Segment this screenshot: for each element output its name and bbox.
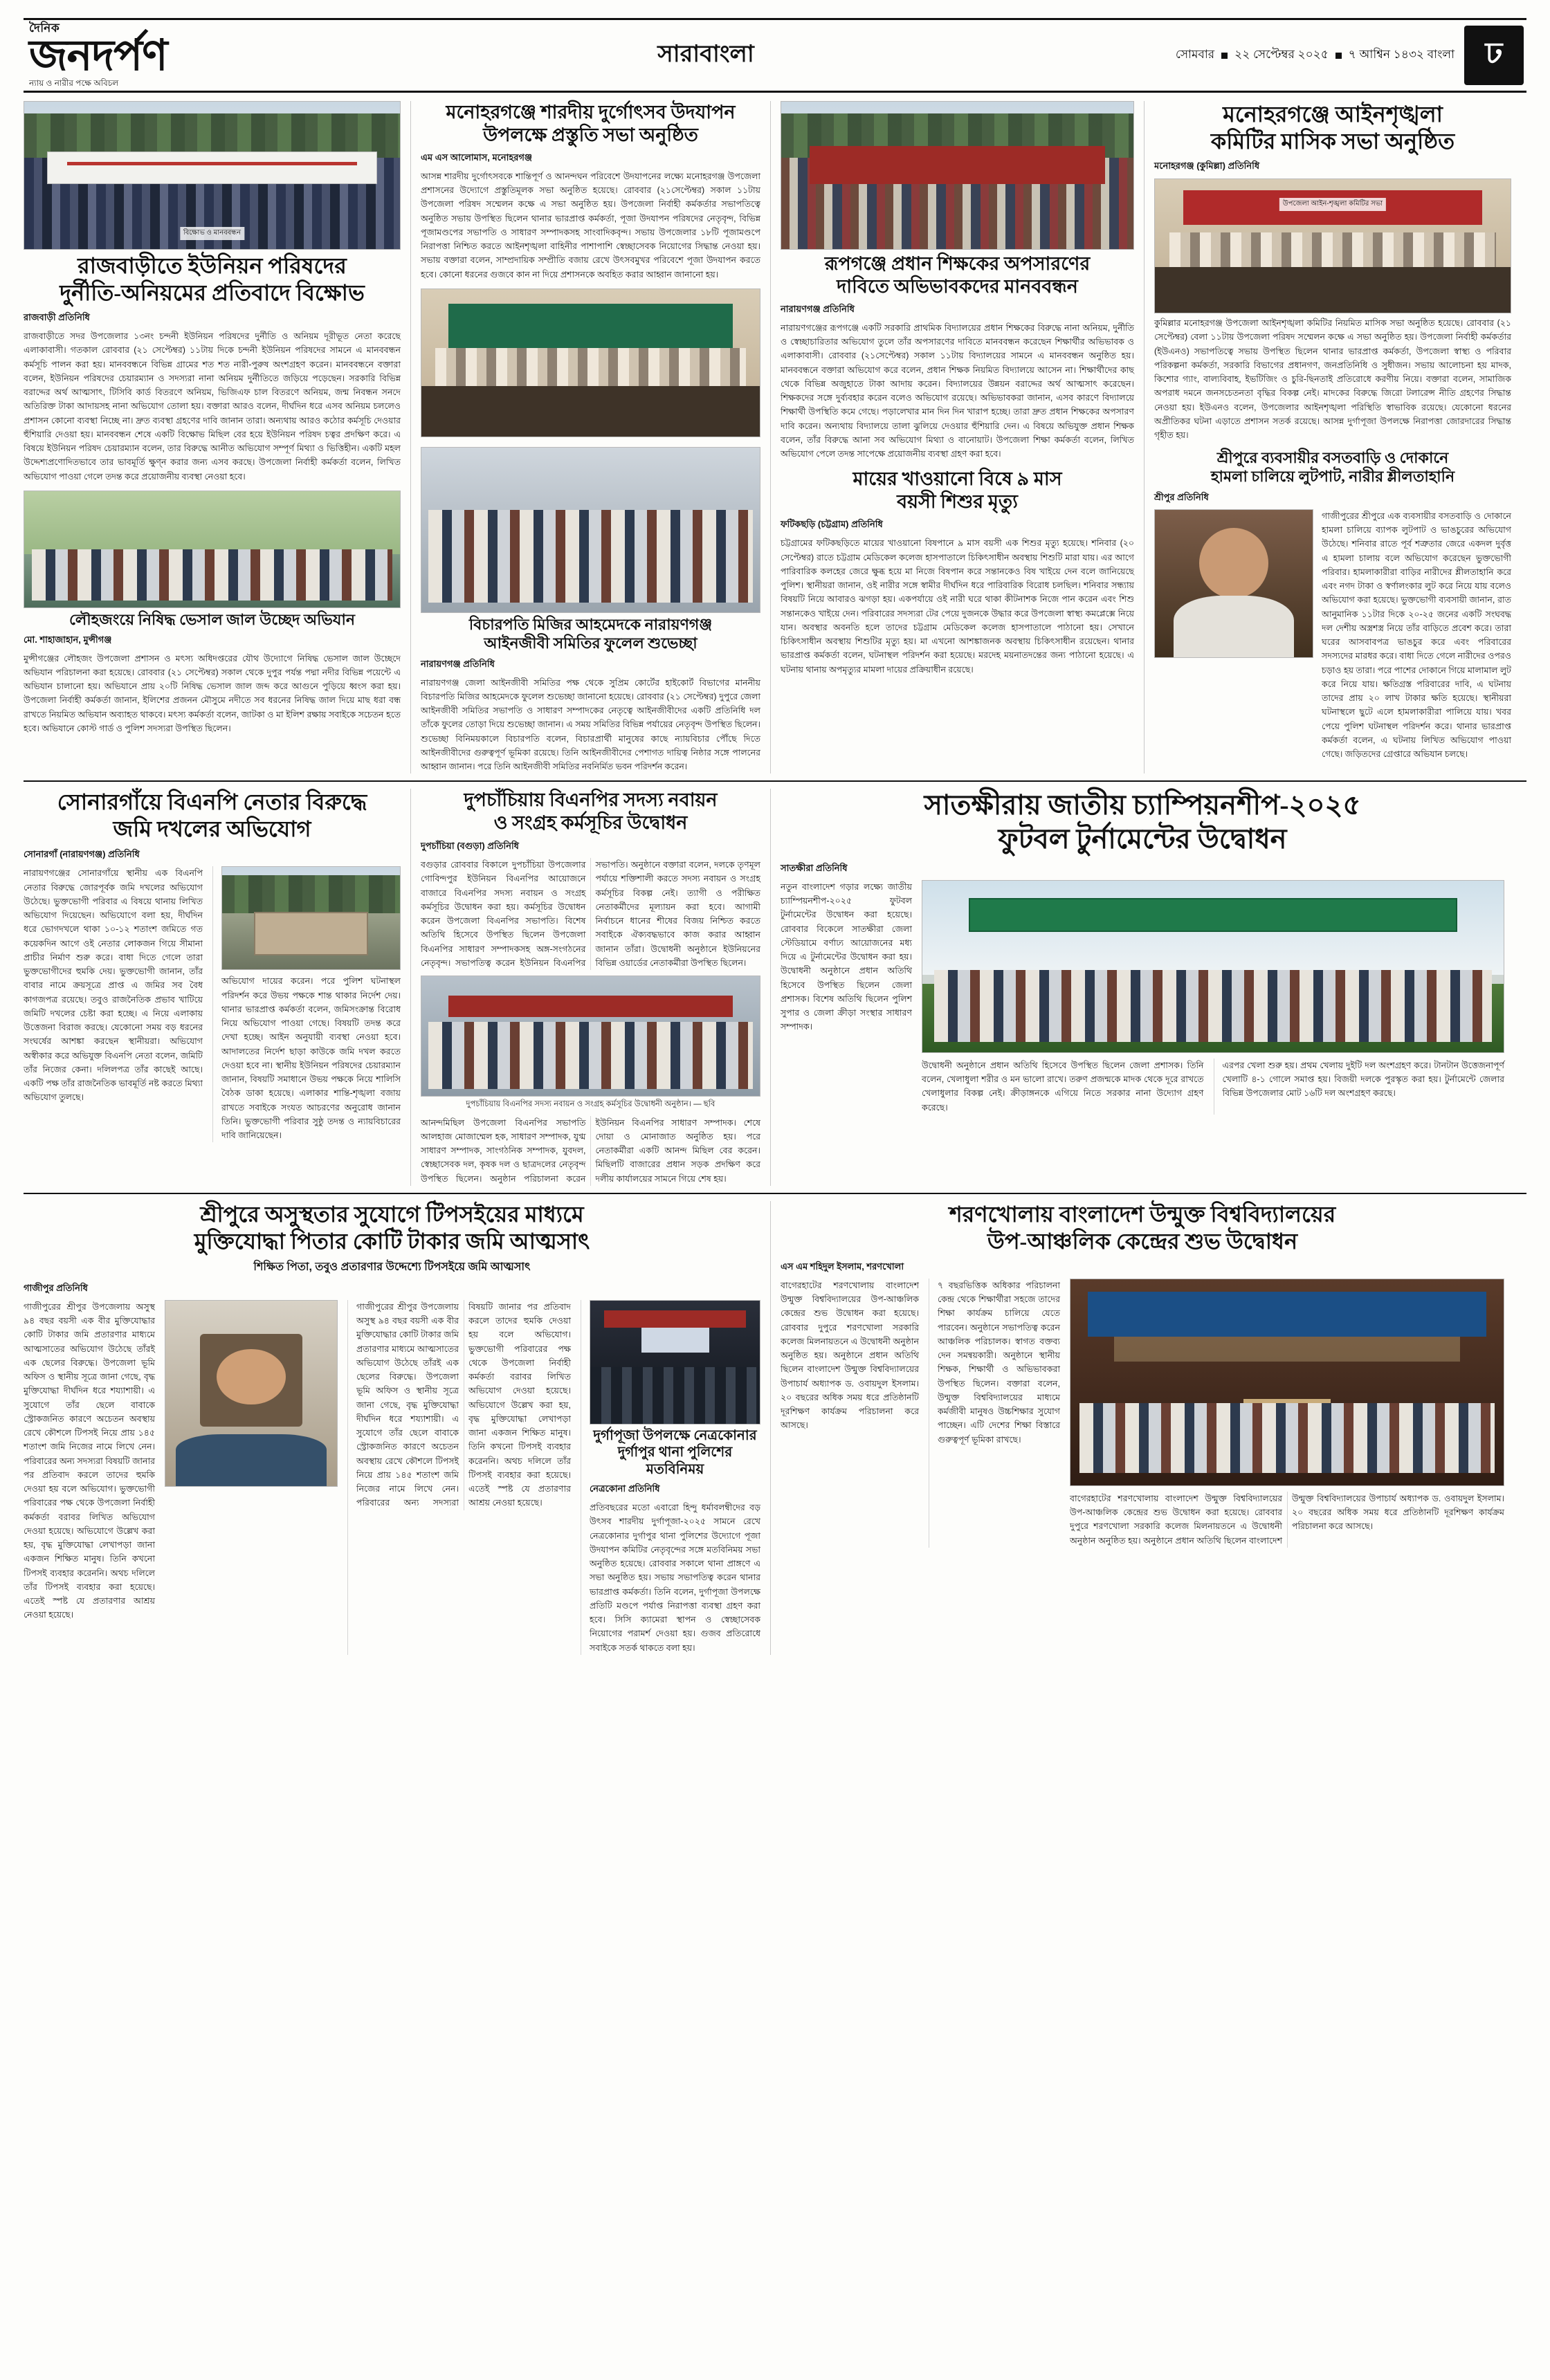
- article-1-headline-line1: রাজবাড়ীতে ইউনিয়ন পরিষদের: [78, 253, 347, 278]
- photo-scene-9: [421, 976, 760, 1096]
- article-3-headline-line2: উপলক্ষে প্রস্তুতি সভা অনুষ্ঠিত: [483, 124, 698, 145]
- article-2-photo: [24, 491, 401, 608]
- article-11-headline-line2: মুক্তিযোদ্ধা পিতার কোটি টাকার জমি আত্মসাৎ: [194, 1228, 590, 1254]
- article-6-photo: [1154, 178, 1511, 313]
- article-1-headline-line2: দুর্নীতি-অনিয়মের প্রতিবাদে বিক্ষোভ: [60, 280, 365, 306]
- article-8-body: নারায়ণগঞ্জের সোনারগাঁয়ে স্থানীয় এক বিএনপি নেতার বিরুদ্ধে জোরপূর্বক জমি দখলের অভিযোগ উঠেছে। ভুক্তভোগী পরিবার এ বিষয়ে থানায় লিখিত অভিযোগ দিয়েছেন। অভিযোগে বলা হয়, দীর্ঘদিন ধরে ভোগদখলে থাকা ১০-১২ শতাংশ জমিতে গত কয়েকদিন আগে ওই নেতার লোকজন গিয়ে সীমানা প্রাচীর নির্মাণ শুরু করে। বাধা দিতে গেলে তারা ভুক্তভোগীদের হুমকি দেয়। ভুক্তভোগী জানান, তাঁর বাবার নামে ক্রয়সূত্রে প্রাপ্ত এ জমির সব বৈধ কাগজপত্র রয়েছে। তবুও রাজনৈতিক প্রভাব খাটিয়ে জমিটি দখলের চেষ্টা করা হচ্ছে। এ নিয়ে এলাকায় উত্তেজনা বিরাজ করছে। যেকোনো সময় বড় ধরনের সংঘর্ষের আশঙ্কা করছেন স্থানীয়রা। অভিযোগ অস্বীকার করে অভিযুক্ত বিএনপি নেতা বলেন, জমিটি তাঁর নিজের কেনা। দলিলপত্র তাঁর কাছেই আছে। একটি পক্ষ তাঁর রাজনৈতিক ভাবমূর্তি নষ্ট করতে মিথ্যা অভিযোগ তুলছে।: [24, 868, 203, 1103]
- article-13-col-a: [781, 1279, 919, 1548]
- article-3-body-top: আসন্ন শারদীয় দুর্গোৎসবকে শান্তিপূর্ণ ও আনন্দঘন পরিবেশে উদযাপনের লক্ষ্যে মনোহরগঞ্জ উপজেলা প্রশাসনের উদ্যোগে প্রস্তুতিমূলক সভা অনুষ্ঠিত হয়েছে। রোববার (২১সেপ্টেম্বর) সকাল ১১টায় উপজেলা পরিষদ সম্মেলন কক্ষে এ সভা অনুষ্ঠিত হয়। উপজেলা নির্বাহী কর্মকর্তার সভাপতিত্বে অনুষ্ঠিত সভায় উপস্থিত ছিলেন থানার ভারপ্রাপ্ত কর্মকর্তা, পূজা উদযাপন পরিষদের নেতৃবৃন্দ, বিভিন্ন পূজামণ্ডপের সভাপতি ও সাধারণ সম্পাদকসহ সাংবাদিকবৃন্দ। সভায় উপজেলার ১৮টি পূজামণ্ডপে নিরাপত্তা নিশ্চিত করতে আইনশৃঙ্খলা বাহিনীর পাশাপাশি স্বেচ্ছাসেবক নিয়োগের সিদ্ধান্ত নেওয়া হয়। সভায় বক্তারা বলেন, সাম্প্রদায়িক সম্প্রীতি বজায় রেখে উৎসবমুখর পরিবেশে পূজা উদযাপন করতে হবে। কোনো ধরনের গুজবে কান না দিয়ে প্রশাসনকে অবহিত করার আহ্বান জানানো হয়।: [421, 171, 760, 280]
- article-13-col-b: [929, 1279, 1060, 1548]
- article-9-byline: দুপচাঁচিয়া (বগুড়া) প্রতিনিধি: [421, 841, 519, 852]
- article-10-headline-line1: সাতক্ষীরায় জাতীয় চ্যাম্পিয়নশীপ-২০২৫: [924, 789, 1361, 821]
- date-weekday: সোমবার: [1175, 48, 1215, 61]
- article-3b-headline-line2: আইনজীবী সমিতির ফুলেল শুভেচ্ছা: [484, 634, 698, 652]
- photo-scene-13: [1070, 1279, 1504, 1485]
- article-10-body-2: উদ্বোধনী অনুষ্ঠানে প্রধান অতিথি হিসেবে উপস্থিত ছিলেন জেলা প্রশাসক। তিনি বলেন, খেলাধুলা শরীর ও মন ভালো রাখে। তরুণ প্রজন্মকে মাদক থেকে দূরে রাখতে খেলাধুলার বিকল্প নেই। ক্রীড়াঙ্গনকে এগিয়ে নিতে সরকার নানা উদ্যোগ গ্রহণ করেছে।: [922, 1060, 1204, 1113]
- column-4: [1145, 101, 1511, 774]
- masthead: [24, 18, 1526, 93]
- bottom-section: [24, 1201, 1526, 1655]
- article-8-columns: [24, 866, 401, 1142]
- article-13-col-c: [1070, 1279, 1504, 1548]
- article-8-byline: সোনারগাঁ (নারায়ণগঞ্জ) প্রতিনিধি: [24, 849, 140, 860]
- masthead-title: জনদর্পণ: [29, 32, 167, 80]
- article-7-body: গাজীপুরের শ্রীপুরে এক ব্যবসায়ীর বসতবাড়ি ও দোকানে হামলা চালিয়ে ব্যাপক লুটপাট ও ভাঙচুরের অভিযোগ উঠেছে। শনিবার রাতে পূর্ব শত্রুতার জেরে একদল দুর্বৃত্ত এ হামলা চালায় বলে অভিযোগ করেছেন ভুক্তভোগী পরিবার। হামলাকারীরা বাড়ির নারীদের শ্লীলতাহানি করে এবং নগদ টাকা ও স্বর্ণালংকার লুট করে নিয়ে যায় বলেও অভিযোগ করা হয়েছে। ভুক্তভোগী ব্যবসায়ী জানান, রাত আনুমানিক ১১টার দিকে ২০-২৫ জনের একটি সংঘবদ্ধ দল দেশীয় অস্ত্রশস্ত্র নিয়ে তাঁর বাড়িতে প্রবেশ করে। তারা ঘরের আসবাবপত্র ভাঙচুর করে এবং পরিবারের সদস্যদের মারধর করে। বাধা দিতে গেলে নারীদের ওপরও চড়াও হয় তারা। পরে পাশের দোকানে গিয়ে মালামাল লুট করে নিয়ে যায়। ক্ষতিগ্রস্ত পরিবারের দাবি, এ ঘটনায় তাদের প্রায় ২০ লাখ টাকার ক্ষতি হয়েছে। স্থানীয়রা ঘটনাস্থলে ছুটে এলে হামলাকারীরা পালিয়ে যায়। খবর পেয়ে পুলিশ ঘটনাস্থল পরিদর্শন করে। থানার ভারপ্রাপ্ত কর্মকর্তা বলেন, এ ঘটনায় লিখিত অভিযোগ পাওয়া গেছে। জড়িতদের গ্রেপ্তারে অভিযান চলছে।: [1322, 511, 1511, 760]
- article-4-headline-line2: দাবিতে অভিভাবকদের মানববন্ধন: [837, 275, 1078, 297]
- article-3b-headline-line1: বিচারপতি মিজির আহমেদকে নারায়ণগঞ্জ: [468, 615, 713, 633]
- article-5-body: চট্টগ্রামের ফটিকছড়িতে মায়ের খাওয়ানো বিষপানে ৯ মাস বয়সী এক শিশুর মৃত্যু হয়েছে। শনিবার (২০ সেপ্টেম্বর) রাতে চট্টগ্রাম মেডিকেল কলেজ হাসপাতালে চিকিৎসাধীন অবস্থায় শিশুটি মারা যায়। এর আগে পারিবারিক কলহের জেরে ক্ষুব্ধ হয়ে মা নিজে বিষপান করে সন্তানকেও বিষ খাইয়ে দেন বলে জানিয়েছে পুলিশ। স্থানীয়রা জানান, ওই নারীর সঙ্গে স্বামীর দীর্ঘদিন ধরে পারিবারিক বিরোধ চলছিল। শনিবার সন্ধ্যায় বিষয়টি নিয়ে আবারও ঝগড়া হয়। একপর্যায়ে ওই নারী ঘরে থাকা কীটনাশক নিজে পান করেন এবং শিশু সন্তানকেও খাইয়ে দেন। পরিবারের সদস্যরা টের পেয়ে দুজনকে উদ্ধার করে উপজেলা স্বাস্থ্য কমপ্লেক্সে নিয়ে যান। অবস্থার অবনতি হলে তাদের চট্টগ্রাম মেডিকেল কলেজ হাসপাতালে পাঠানো হয়। সেখানে চিকিৎসাধীন অবস্থায় শিশুটির মৃত্যু হয়। মা এখনো আশঙ্কাজনক অবস্থায় চিকিৎসাধীন রয়েছেন। থানার ভারপ্রাপ্ত কর্মকর্তা বলেন, ঘটনাস্থল পরিদর্শন করা হয়েছে। মরদেহ ময়নাতদন্তের জন্য পাঠানো হয়েছে। এ ঘটনায় থানায় অপমৃত্যুর মামলা দায়ের প্রক্রিয়াধীন রয়েছে।: [781, 538, 1134, 675]
- article-13-layout: [781, 1279, 1504, 1548]
- square-separator-icon-2: [1335, 53, 1342, 59]
- article-9-body: বগুড়ার রোববার বিকালে দুপচাঁচিয়া উপজেলার গোবিন্দপুর ইউনিয়ন বিএনপির আয়োজনে বাজারে বিএনপির সদস্য নবায়ন ও সংগ্রহ কর্মসূচির উদ্বোধন করা হয়। কর্মসূচির উদ্বোধন করেন উপজেলা বিএনপির সভাপতি। বিশেষ অতিথি হিসেবে উপস্থিত ছিলেন উপজেলা বিএনপির সাধারণ সম্পাদকসহ অঙ্গ-সংগঠনের নেতৃবৃন্দ। সভাপতিত্ব করেন ইউনিয়ন বিএনপির সভাপতি। অনুষ্ঠানে বক্তারা বলেন, দলকে তৃণমূল পর্যায়ে শক্তিশালী করতে সদস্য নবায়ন ও সংগ্রহ কর্মসূচির বিকল্প নেই। ত্যাগী ও পরীক্ষিত নেতাকর্মীদের মূল্যায়ন করা হবে। আগামী নির্বাচনে ধানের শীষের বিজয় নিশ্চিত করতে সবাইকে ঐক্যবদ্ধভাবে কাজ করার আহ্বান জানান তাঁরা। উদ্বোধনী অনুষ্ঠানে ইউনিয়নের বিভিন্ন ওয়ার্ডের নেতাকর্মীরা উপস্থিত ছিলেন।: [421, 860, 760, 968]
- column-8: [24, 1201, 771, 1655]
- article-1-photo: [24, 101, 401, 250]
- article-4-photo: [781, 101, 1134, 250]
- publication-badge: ঢ: [1464, 26, 1524, 85]
- article-10-photo: [922, 880, 1504, 1053]
- article-11-byline: গাজীপুর প্রতিনিধি: [24, 1282, 88, 1293]
- article-8-photo: [221, 866, 401, 970]
- photo-banner-text: বিক্ষোভ ও মানববন্ধন: [180, 227, 244, 240]
- article-1-byline: রাজবাড়ী প্রতিনিধি: [24, 312, 90, 323]
- article-3b-byline: নারায়ণগঞ্জ প্রতিনিধি: [421, 658, 495, 669]
- article-11-photo-wrap: [165, 1300, 338, 1655]
- article-12-byline: নেত্রকোনা প্রতিনিধি: [590, 1483, 660, 1494]
- column-6: [411, 789, 771, 1186]
- article-2-byline: মো. শাহাজাহান, মুন্সীগঞ্জ: [24, 634, 112, 645]
- article-7-headline-line1: শ্রীপুরে ব্যবসায়ীর বসতবাড়ি ও দোকানে: [1216, 449, 1449, 467]
- column-2: [411, 101, 771, 774]
- date-gregorian: ২২ সেপ্টেম্বর ২০২৫: [1234, 48, 1329, 61]
- photo-scene-8: [222, 867, 400, 969]
- article-11-headline-line1: শ্রীপুরে অসুস্থতার সুযোগে টিপসইয়ের মাধ্যমে: [200, 1201, 584, 1227]
- article-7-photo: [1154, 509, 1313, 658]
- photo-scene-7: [1155, 510, 1313, 657]
- middle-section: [24, 789, 1526, 1186]
- dateline: [1176, 46, 1455, 65]
- article-10-col-a: [781, 880, 912, 1115]
- article-8-headline-line2: জমি দখলের অভিযোগ: [113, 816, 311, 842]
- photo-scene-5: [781, 102, 1133, 249]
- article-13-headline-line1: শরণখোলায় বাংলাদেশ উন্মুক্ত বিশ্ববিদ্যালয়ের: [949, 1201, 1336, 1227]
- photo-scene-12: [590, 1301, 760, 1424]
- article-2-body: মুন্সীগঞ্জের লৌহজং উপজেলা প্রশাসন ও মৎস্য অধিদপ্তরের যৌথ উদ্যোগে নিষিদ্ধ ভেসাল জাল উচ্ছেদে অভিযান পরিচালনা করা হয়েছে। রোববার (২১ সেপ্টেম্বর) সকাল থেকে দুপুর পর্যন্ত পদ্মা নদীর বিভিন্ন পয়েন্টে এ অভিযান চালানো হয়। অভিযানে প্রায় ২০টি নিষিদ্ধ ভেসাল জাল জব্দ করে আগুনে পুড়িয়ে ধ্বংস করা হয়। উপজেলা নির্বাহী কর্মকর্তা জানান, ইলিশের প্রজনন মৌসুমে নদীতে সব ধরনের নিষিদ্ধ জাল দিয়ে মাছ ধরা বন্ধ রাখতে নিয়মিত অভিযান অব্যাহত থাকবে। মৎস্য কর্মকর্তা বলেন, জাটকা ও মা ইলিশ রক্ষায় সবাইকে সচেতন হতে হবে। অভিযানে কোস্ট গার্ড ও পুলিশ সদস্যরা উপস্থিত ছিলেন।: [24, 653, 401, 733]
- article-9-photo-caption: দুপচাঁচিয়ায় বিএনপির সদস্য নবায়ন ও সংগ্রহ কর্মসূচির উদ্বোধনী অনুষ্ঠান। — ছবি: [466, 1100, 715, 1109]
- article-3-headline-line1: মনোহরগঞ্জে শারদীয় দুর্গোৎসব উদযাপন: [446, 102, 736, 122]
- article-4-headline-line1: রূপগঞ্জে প্রধান শিক্ষকের অপসারণের: [824, 253, 1091, 274]
- section-divider-1: [24, 780, 1526, 782]
- article-10-body: নতুন বাংলাদেশ গড়ার লক্ষ্যে জাতীয় চ্যাম্পিয়নশীপ-২০২৫ ফুটবল টুর্নামেন্টের উদ্বোধন করা হয়েছে। রোববার বিকেলে সাতক্ষীরা জেলা স্টেডিয়ামে বর্ণাঢ্য আয়োজনের মধ্য দিয়ে এ টুর্নামেন্টের উদ্বোধন করা হয়। উদ্বোধনী অনুষ্ঠানে প্রধান অতিথি হিসেবে উপস্থিত ছিলেন জেলা প্রশাসক। বিশেষ অতিথি ছিলেন পুলিশ সুপার ও জেলা ক্রীড়া সংস্থার সাধারণ সম্পাদক।: [781, 881, 912, 1032]
- article-13-body-2: ৭ বছরভিত্তিক অধিকার পরিচালনা কেন্দ্র থেকে শিক্ষার্থীরা সহজে তাদের শিক্ষা কার্যক্রম চালিয়ে যেতে পারবেন। অনুষ্ঠানে সভাপতিত্ব করেন আঞ্চলিক পরিচালক। স্বাগত বক্তব্য দেন সমন্বয়কারী। অনুষ্ঠানে স্থানীয় শিক্ষক, শিক্ষার্থী ও অভিভাবকরা উপস্থিত ছিলেন। বক্তারা বলেন, উন্মুক্ত বিশ্ববিদ্যালয়ের মাধ্যমে কর্মজীবী মানুষও উচ্চশিক্ষার সুযোগ পাচ্ছেন। এটি দেশের শিক্ষা বিস্তারে গুরুত্বপূর্ণ ভূমিকা রাখছে।: [938, 1280, 1060, 1445]
- article-13-body-3: বাগেরহাটের শরণখোলায় বাংলাদেশ উন্মুক্ত বিশ্ববিদ্যালয়ের উপ-আঞ্চলিক কেন্দ্রের শুভ উদ্বোধন করা হয়েছে। রোববার দুপুরে শরণখোলা সরকারি কলেজ মিলনায়তনে এ উদ্বোধনী অনুষ্ঠান অনুষ্ঠিত হয়। অনুষ্ঠানে প্রধান অতিথি ছিলেন বাংলাদেশ উন্মুক্ত বিশ্ববিদ্যালয়ের উপাচার্য অধ্যাপক ড. ওবায়দুল ইসলাম। ২০ বছরের অধিক সময় ধরে প্রতিষ্ঠানটি দূরশিক্ষণ কার্যক্রম পরিচালনা করে আসছে।: [1070, 1493, 1504, 1546]
- article-9-body-2: আনন্দমিছিল উপজেলা বিএনপির সভাপতি আলহাজ মোজাম্মেল হক, সাধারণ সম্পাদক, যুগ্ম সাধারণ সম্পাদক, সাংগঠনিক সম্পাদক, যুবদল, স্বেচ্ছাসেবক দল, কৃষক দল ও ছাত্রদলের নেতৃবৃন্দ উপস্থিত ছিলেন। অনুষ্ঠান পরিচালনা করেন ইউনিয়ন বিএনপির সাধারণ সম্পাদক। শেষে দোয়া ও মোনাজাত অনুষ্ঠিত হয়। পরে নেতাকর্মীরা একটি আনন্দ মিছিল বের করেন। মিছিলটি বাজারের প্রধান সড়ক প্রদক্ষিণ করে দলীয় কার্যালয়ের সামনে গিয়ে শেষ হয়।: [421, 1117, 760, 1184]
- article-13-byline: এস এম শহিদুল ইসলাম, শরণখোলা: [781, 1261, 904, 1272]
- article-12-body: প্রতিবছরের মতো এবারো হিন্দু ধর্মাবলম্বীদের বড় উৎসব শারদীয় দুর্গাপূজা-২০২৫ সামনে রেখে নেত্রকোনার দুর্গাপুর থানা পুলিশের উদ্যোগে পূজা উদযাপন কমিটির নেতৃবৃন্দের সঙ্গে মতবিনিময় সভা অনুষ্ঠিত হয়েছে। রোববার সকালে থানা প্রাঙ্গণে এ সভা অনুষ্ঠিত হয়। সভায় সভাপতিত্ব করেন থানার ভারপ্রাপ্ত কর্মকর্তা। তিনি বলেন, দুর্গাপূজা উপলক্ষে প্রতিটি মণ্ডপে পর্যাপ্ত নিরাপত্তা ব্যবস্থা গ্রহণ করা হবে। সিসি ক্যামেরা স্থাপন ও স্বেচ্ছাসেবক নিয়োগের পরামর্শ দেওয়া হয়। গুজব প্রতিরোধে সবাইকে সতর্ক থাকতে বলা হয়।: [590, 1503, 760, 1653]
- article-11-col-c: [347, 1300, 571, 1655]
- photo-scene-10: [922, 881, 1504, 1052]
- column-3: [771, 101, 1145, 774]
- article-11-body: গাজীপুরের শ্রীপুর উপজেলায় অসুস্থ ৯৪ বছর বয়সী এক বীর মুক্তিযোদ্ধার কোটি টাকার জমি প্রতারণার মাধ্যমে আত্মসাতের অভিযোগ উঠেছে তাঁরই এক ছেলের বিরুদ্ধে। উপজেলা ভূমি অফিস ও স্থানীয় সূত্রে জানা গেছে, বৃদ্ধ মুক্তিযোদ্ধা দীর্ঘদিন ধরে শয্যাশায়ী। এ সুযোগে তাঁর ছেলে বাবাকে স্ট্রোকজনিত কারণে অচেতন অবস্থায় রেখে কৌশলে টিপসই নিয়ে প্রায় ১৪৫ শতাংশ জমি নিজের নামে লিখে নেন। পরিবারের অন্য সদস্যরা বিষয়টি জানার পর প্রতিবাদ করলে তাদের হুমকি দেওয়া হয় বলে অভিযোগ। ভুক্তভোগী পরিবারের পক্ষ থেকে উপজেলা নির্বাহী কর্মকর্তা বরাবর লিখিত অভিযোগ দেওয়া হয়েছে। অভিযোগে উল্লেখ করা হয়, বৃদ্ধ মুক্তিযোদ্ধা লেখাপড়া জানা একজন শিক্ষিত মানুষ। তিনি কখনো টিপসই ব্যবহার করেননি। অথচ দলিলে তাঁর টিপসই ব্যবহার করা হয়েছে। এতেই স্পষ্ট যে প্রতারণার আশ্রয় নেওয়া হয়েছে।: [24, 1301, 155, 1620]
- masthead-kicker: দৈনিক: [29, 21, 60, 35]
- article-13-photo: [1070, 1279, 1504, 1486]
- top-section: [24, 101, 1526, 774]
- masthead-section: [370, 20, 1042, 91]
- article-3b-body: নারায়ণগঞ্জ জেলা আইনজীবী সমিতির পক্ষ থেকে সুপ্রিম কোর্টের হাইকোর্ট বিভাগের মাননীয় বিচারপতি মিজির আহমেদকে ফুলেল শুভেচ্ছা জানানো হয়েছে। রোববার (২১ সেপ্টেম্বর) দুপুরে জেলা আইনজীবী সমিতির সভাপতি ও সাধারণ সম্পাদকের নেতৃত্বে আইনজীবীদের একটি প্রতিনিধি দল তাঁকে ফুলের তোড়া দিয়ে শুভেচ্ছা জানান। এ সময় সমিতির বিভিন্ন পর্যায়ের নেতৃবৃন্দ উপস্থিত ছিলেন। শুভেচ্ছা বিনিময়কালে বিচারপতি বলেন, বিচারপ্রার্থী মানুষের কাছে ন্যায়বিচার পৌঁছে দিতে আইনজীবীদের গুরুত্বপূর্ণ ভূমিকা রয়েছে। তিনি আইনজীবীদের পেশাগত দায়িত্ব নিষ্ঠার সঙ্গে পালনের আহ্বান জানান। পরে তিনি আইনজীবী সমিতির নবনির্মিত ভবন পরিদর্শন করেন।: [421, 677, 760, 772]
- date-bangla: ৭ আশ্বিন ১৪৩২ বাংলা: [1348, 48, 1455, 61]
- article-11-subhead: শিক্ষিত পিতা, তবুও প্রতারণার উদ্দেশ্যে টিপসইয়ে জমি আত্মসাৎ: [253, 1261, 531, 1273]
- article-5-byline: ফটিকছড়ি (চট্টগ্রাম) প্রতিনিধি: [781, 519, 883, 530]
- article-10-byline: সাতক্ষীরা প্রতিনিধি: [781, 862, 848, 873]
- article-12-headline-line2: দুর্গাপুর থানা পুলিশের মতবিনিময়: [617, 1445, 733, 1477]
- article-8-body-2: অভিযোগ দায়ের করেন। পরে পুলিশ ঘটনাস্থল পরিদর্শন করে উভয় পক্ষকে শান্ত থাকার নির্দেশ দেয়। থানার ভারপ্রাপ্ত কর্মকর্তা বলেন, জমিসংক্রান্ত বিরোধ নিয়ে অভিযোগ পাওয়া গেছে। বিষয়টি তদন্ত করে দেখা হচ্ছে। আইন অনুযায়ী ব্যবস্থা নেওয়া হবে। আদালতের নির্দেশ ছাড়া কাউকে জমি দখল করতে দেওয়া হবে না। স্থানীয় ইউনিয়ন পরিষদের চেয়ারম্যান জানান, বিষয়টি সমাধানে উভয় পক্ষকে নিয়ে শালিসি বৈঠক ডাকা হয়েছে। এলাকার শান্তি-শৃঙ্খলা বজায় রাখতে সবাইকে সংযত আচরণের অনুরোধ জানান তিনি। ভুক্তভোগী পরিবার সুষ্ঠু তদন্ত ও ন্যায়বিচারের দাবি জানিয়েছেন।: [221, 976, 401, 1141]
- article-10-lower: [922, 1059, 1504, 1115]
- article-6-body: কুমিল্লার মনোহরগঞ্জ উপজেলা আইনশৃঙ্খলা কমিটির নিয়মিত মাসিক সভা অনুষ্ঠিত হয়েছে। রোববার (২১ সেপ্টেম্বর) বেলা ১১টায় উপজেলা পরিষদ সম্মেলন কক্ষে এ সভা অনুষ্ঠিত হয়। উপজেলা নির্বাহী কর্মকর্তার (ইউএনও) সভাপতিত্বে সভায় উপস্থিত ছিলেন থানার ভারপ্রাপ্ত কর্মকর্তা, উপজেলা স্বাস্থ্য ও পরিবার পরিকল্পনা কর্মকর্তা, সরকারি বিভাগের প্রধানগণ, জনপ্রতিনিধি ও সুধীজন। সভায় আলোচনা হয় মাদক, কিশোর গ্যাং, বাল্যবিবাহ, ইভটিজিং ও চুরি-ছিনতাই প্রতিরোধে করণীয় নিয়ে। বক্তারা বলেন, সামাজিক অপরাধ দমনে জনসচেতনতা বৃদ্ধির বিকল্প নেই। মাদকের বিরুদ্ধে জিরো টলারেন্স নীতি গ্রহণের সিদ্ধান্ত নেওয়া হয়। ইউএনও বলেন, উপজেলার আইনশৃঙ্খলা পরিস্থিতি স্বাভাবিক রয়েছে। যেকোনো ধরনের অপ্রীতিকর ঘটনা এড়াতে প্রশাসন সতর্ক রয়েছে। আসন্ন দুর্গাপূজা উপলক্ষে নিরাপত্তা জোরদারের সিদ্ধান্ত গৃহীত হয়।: [1154, 318, 1511, 441]
- article-12-wrap: [581, 1300, 760, 1655]
- article-13-body: বাগেরহাটের শরণখোলায় বাংলাদেশ উন্মুক্ত বিশ্ববিদ্যালয়ের উপ-আঞ্চলিক কেন্দ্রের শুভ উদ্বোধন করা হয়েছে। রোববার দুপুরে শরণখোলা সরকারি কলেজ মিলনায়তনে এ উদ্বোধনী অনুষ্ঠান অনুষ্ঠিত হয়। অনুষ্ঠানে প্রধান অতিথি ছিলেন বাংলাদেশ উন্মুক্ত বিশ্ববিদ্যালয়ের উপাচার্য অধ্যাপক ড. ওবায়দুল ইসলাম। ২০ বছরের অধিক সময় ধরে প্রতিষ্ঠানটি দূরশিক্ষণ কার্যক্রম পরিচালনা করে আসছে।: [781, 1280, 919, 1431]
- article-12-photo: [590, 1300, 760, 1425]
- article-1-body: রাজবাড়ীতে সদর উপজেলার ১৩নং চন্দনী ইউনিয়ন পরিষদের দুর্নীতি ও অনিয়ম দূরীভূত নেতা করেছে এলাকাবাসী। গতকাল রোববার (২১ সেপ্টেম্বর) ১১টায় দিকে চন্দনী ইউনিয়ন পরিষদের সামনে এ মানববন্ধন কর্মসূচি পালন করা হয়। মানববন্ধনে বিভিন্ন গ্রামের শত শত নারী-পুরুষ অংশগ্রহণ করেন। মানববন্ধনে বক্তারা বলেন, ইউনিয়ন পরিষদের চেয়ারম্যান ও সদস্যরা নানা অনিয়ম দুর্নীতিতে জড়িয়ে পড়েছেন। সরকারি বিভিন্ন বরাদ্দের অর্থ আত্মসাৎ, টিসিবি কার্ড বিতরণে অনিয়ম, ভিজিএফ চাল বিতরণে অনিয়ম, জন্ম নিবন্ধন সনদে অতিরিক্ত টাকা আদায়সহ নানা অভিযোগ তোলা হয়। বক্তারা আরও বলেন, দীর্ঘদিন ধরে এসব অনিয়ম চললেও প্রশাসন কোনো ব্যবস্থা নিচ্ছে না। দ্রুত ব্যবস্থা গ্রহণের দাবি জানান তারা। অন্যথায় আরও কঠোর কর্মসূচি দেওয়ার হুঁশিয়ারি দেওয়া হয়। মানববন্ধন শেষে একটি বিক্ষোভ মিছিল বের হয়ে ইউনিয়ন পরিষদ চত্বর প্রদক্ষিণ করে। এ বিষয়ে ইউনিয়ন পরিষদ চেয়ারম্যান বলেন, তার বিরুদ্ধে আনীত অভিযোগ সম্পূর্ণ মিথ্যা ও ভিত্তিহীন। একটি মহল উদ্দেশ্যপ্রণোদিতভাবে তার ভাবমূর্তি ক্ষুণ্ন করার জন্য এসব করছে। উপজেলা নির্বাহী কর্মকর্তা বলেন, লিখিত অভিযোগ পাওয়া গেলে তদন্ত করে প্রয়োজনীয় ব্যবস্থা নেওয়া হবে।: [24, 331, 401, 482]
- photo-banner-text-2: উপজেলা আইন-শৃঙ্খলা কমিটির সভা: [1279, 198, 1386, 211]
- article-8-col-a: [24, 866, 203, 1142]
- article-8-col-b: [212, 866, 401, 1142]
- photo-scene-4: [421, 448, 760, 612]
- masthead-logo: [24, 20, 370, 91]
- column-7: [771, 789, 1504, 1186]
- article-10-col-b: [922, 880, 1504, 1115]
- article-6-headline-line2: কমিটির মাসিক সভা অনুষ্ঠিত: [1210, 129, 1455, 154]
- article-11-col-a: [24, 1300, 155, 1655]
- column-1: [24, 101, 411, 774]
- article-10-headline-line2: ফুটবল টুর্নামেন্টের উদ্বোধন: [998, 823, 1287, 855]
- masthead-tagline: ন্যায় ও নারীর পক্ষে অবিচল: [29, 78, 119, 89]
- article-11-body-cont: গাজীপুরের শ্রীপুর উপজেলায় অসুস্থ ৯৪ বছর বয়সী এক বীর মুক্তিযোদ্ধার কোটি টাকার জমি প্রতারণার মাধ্যমে আত্মসাতের অভিযোগ উঠেছে তাঁরই এক ছেলের বিরুদ্ধে। উপজেলা ভূমি অফিস ও স্থানীয় সূত্রে জানা গেছে, বৃদ্ধ মুক্তিযোদ্ধা দীর্ঘদিন ধরে শয্যাশায়ী। এ সুযোগে তাঁর ছেলে বাবাকে স্ট্রোকজনিত কারণে অচেতন অবস্থায় রেখে কৌশলে টিপসই নিয়ে প্রায় ১৪৫ শতাংশ জমি নিজের নামে লিখে নেন। পরিবারের অন্য সদস্যরা বিষয়টি জানার পর প্রতিবাদ করলে তাদের হুমকি দেওয়া হয় বলে অভিযোগ। ভুক্তভোগী পরিবারের পক্ষ থেকে উপজেলা নির্বাহী কর্মকর্তা বরাবর লিখিত অভিযোগ দেওয়া হয়েছে। অভিযোগে উল্লেখ করা হয়, বৃদ্ধ মুক্তিযোদ্ধা লেখাপড়া জানা একজন শিক্ষিত মানুষ। তিনি কখনো টিপসই ব্যবহার করেননি। অথচ দলিলে তাঁর টিপসই ব্যবহার করা হয়েছে। এতেই স্পষ্ট যে প্রতারণার আশ্রয় নেওয়া হয়েছে।: [356, 1301, 571, 1508]
- article-3-byline: এম এস আলোমাস, মনোহরগঞ্জ: [421, 152, 533, 163]
- square-separator-icon: [1221, 53, 1228, 59]
- photo-scene-3: [421, 289, 760, 437]
- article-4-byline: নারায়ণগঞ্জ প্রতিনিধি: [781, 303, 855, 314]
- article-11-layout: [24, 1300, 760, 1655]
- article-2-headline: লৌহজংয়ে নিষিদ্ধ ভেসাল জাল উচ্ছেদ অভিযান: [69, 610, 355, 628]
- article-5-headline-line2: বয়সী শিশুর মৃত্যু: [897, 491, 1018, 513]
- photo-scene-2: [24, 491, 400, 607]
- article-12-headline-line1: দুর্গাপূজা উপলক্ষে নেত্রকোনার: [593, 1427, 757, 1443]
- article-6-headline-line1: মনোহরগঞ্জে আইনশৃঙ্খলা: [1223, 102, 1443, 127]
- article-3-photo: [421, 289, 760, 437]
- article-13-headline-line2: উপ-আঞ্চলিক কেন্দ্রের শুভ উদ্বোধন: [987, 1228, 1298, 1254]
- column-9: [771, 1201, 1504, 1655]
- column-5: [24, 789, 411, 1186]
- section-name: সারাবাংলা: [657, 40, 754, 67]
- section-divider-2: [24, 1193, 1526, 1194]
- article-3-photo-2: [421, 447, 760, 613]
- article-9-headline-line1: দুপচাঁচিয়ায় বিএনপির সদস্য নবায়ন: [464, 789, 718, 811]
- article-7-wrap: [1154, 509, 1511, 762]
- article-8-headline-line1: সোনারগাঁয়ে বিএনপি নেতার বিরুদ্ধে: [57, 789, 367, 815]
- article-6-byline: মনোহরগঞ্জ (কুমিল্লা) প্রতিনিধি: [1154, 161, 1260, 172]
- article-4-body: নারায়ণগঞ্জের রূপগঞ্জে একটি সরকারি প্রাথমিক বিদ্যালয়ের প্রধান শিক্ষকের বিরুদ্ধে নানা অনিয়ম, দুর্নীতি ও স্বেচ্ছাচারিতার অভিযোগ তুলে তাঁর অপসারণের দাবিতে মানববন্ধন করেছেন শিক্ষার্থীর অভিভাবক ও এলাকাবাসী। রোববার (২১সেপ্টেম্বর) সকাল ১১টায় বিদ্যালয়ের সামনে এ মানববন্ধন অনুষ্ঠিত হয়। মানববন্ধনে বক্তারা অভিযোগ করে বলেন, প্রধান শিক্ষক নিয়মিত বিদ্যালয়ে আসেন না। শিক্ষার্থীদের কাছ থেকে বিভিন্ন অজুহাতে টাকা আদায় করেন। বিদ্যালয়ের উন্নয়ন বরাদ্দের অর্থ আত্মসাৎ করেছেন। শিক্ষকদের সঙ্গে দুর্ব্যবহার করেন বলেও অভিযোগ রয়েছে। অভিভাবকরা জানান, এসব কারণে বিদ্যালয়ে শিক্ষার্থী উপস্থিতি কমে গেছে। পড়ালেখার মান দিন দিন খারাপ হচ্ছে। তারা দ্রুত প্রধান শিক্ষকের অপসারণ দাবি করেন। অন্যথায় বিদ্যালয়ে তালা ঝুলিয়ে দেওয়ার হুঁশিয়ারি দেন। এ বিষয়ে অভিযুক্ত প্রধান শিক্ষক বলেন, তাঁর বিরুদ্ধে আনা সব অভিযোগ মিথ্যা ও বানোয়াট। উপজেলা শিক্ষা কর্মকর্তা বলেন, লিখিত অভিযোগ পেলে তদন্ত সাপেক্ষে প্রয়োজনীয় ব্যবস্থা গ্রহণ করা হবে।: [781, 322, 1134, 459]
- article-9-photo: [421, 976, 760, 1097]
- article-7-byline: শ্রীপুর প্রতিনিধি: [1154, 491, 1209, 502]
- article-11-photo: [165, 1300, 338, 1487]
- article-10-body-3: এরপর খেলা শুরু হয়। প্রথম খেলায় দুইটি দল অংশগ্রহণ করে। টানটান উত্তেজনাপূর্ণ খেলাটি ৪-১ গোলে সমাপ্ত হয়। বিজয়ী দলকে পুরস্কৃত করা হয়। টুর্নামেন্টে জেলার বিভিন্ন উপজেলার মোট ১৬টি দল অংশগ্রহণ করছে।: [1214, 1059, 1505, 1115]
- article-10-layout: [781, 880, 1504, 1115]
- article-9-headline-line2: ও সংগ্রহ কর্মসূচির উদ্বোধন: [493, 812, 688, 834]
- article-7-headline-line2: হামলা চালিয়ে লুটপাট, নারীর শ্লীলতাহানি: [1210, 468, 1455, 486]
- masthead-dateline: [1042, 20, 1526, 91]
- article-7-photo-wrap: [1154, 509, 1313, 762]
- article-5-headline-line1: মায়ের খাওয়ানো বিষে ৯ মাস: [852, 468, 1062, 490]
- photo-scene-11: [165, 1301, 337, 1486]
